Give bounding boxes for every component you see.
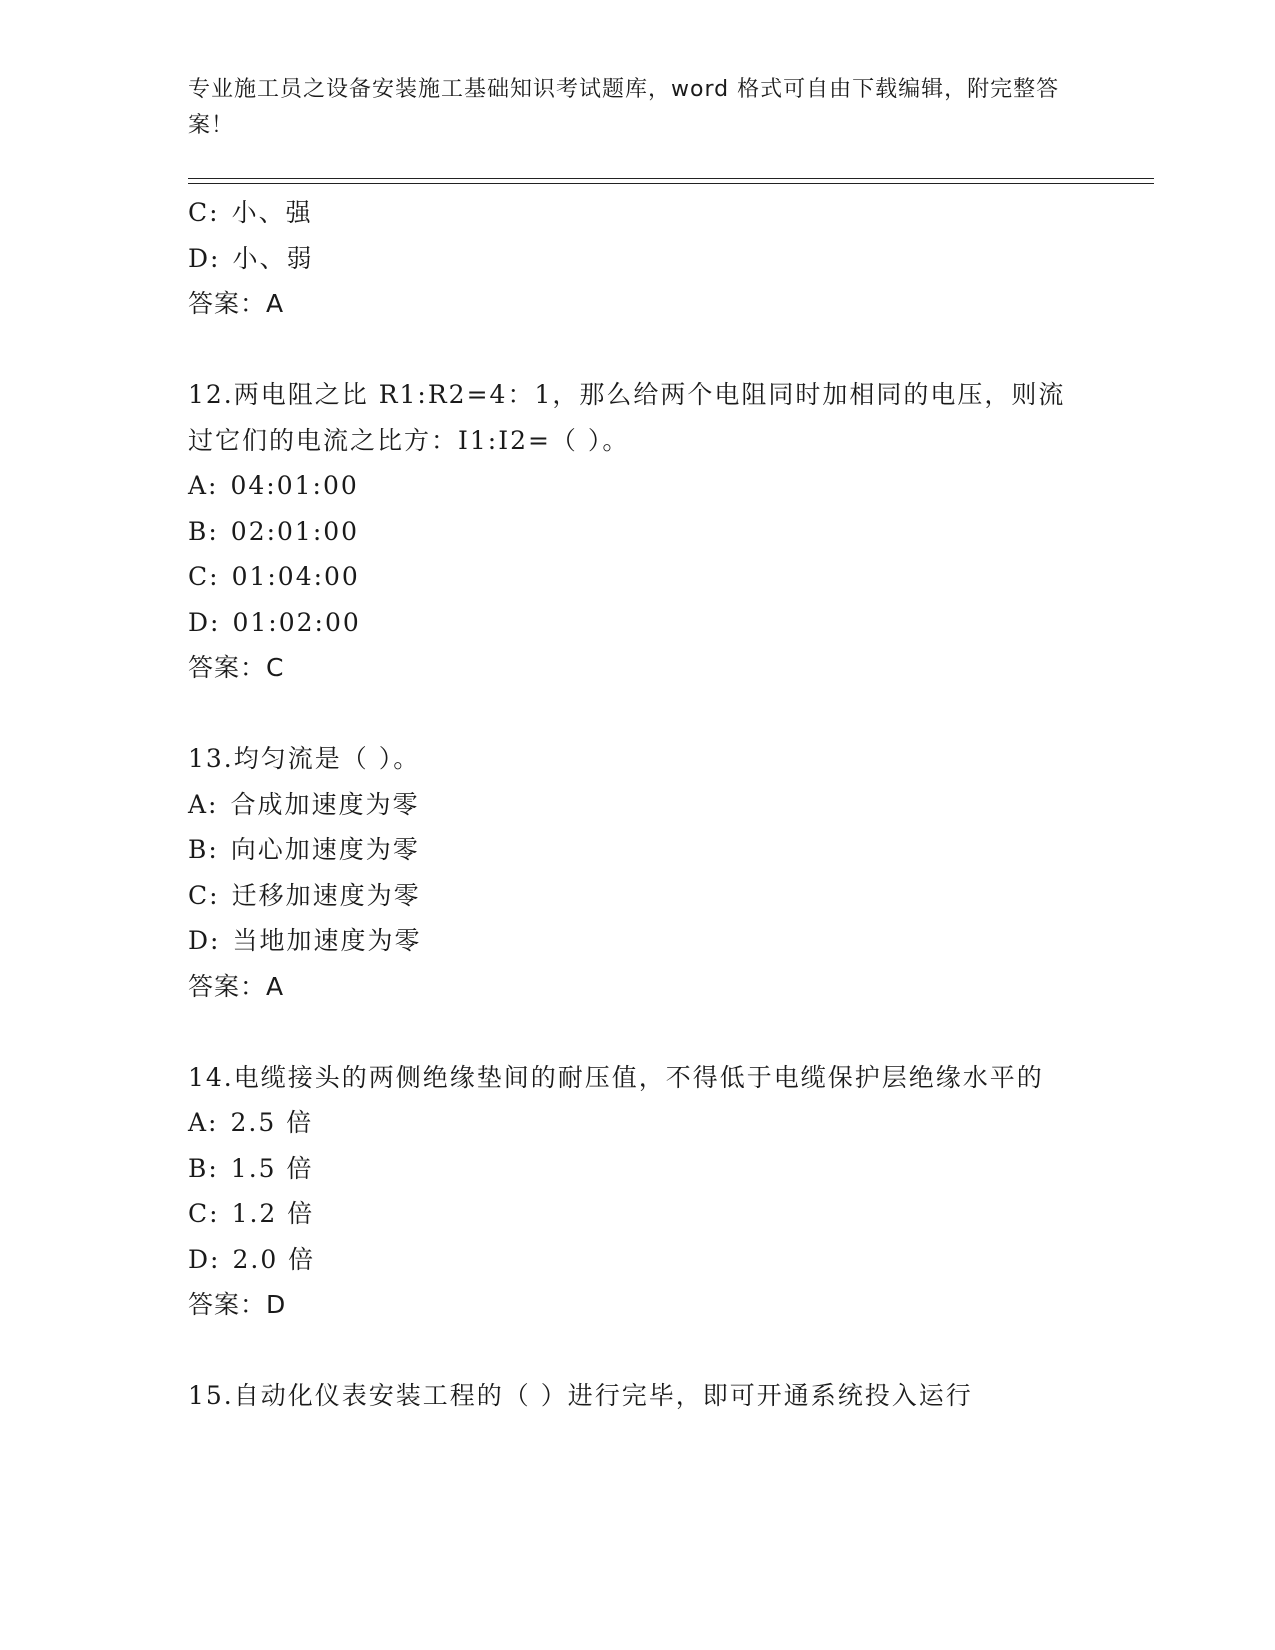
question-text: 14.电缆接头的两侧绝缘垫间的耐压值，不得低于电缆保护层绝缘水平的 xyxy=(188,1062,1044,1092)
question-11-tail xyxy=(188,190,1088,327)
option-b: B: 向心加速度为零 xyxy=(188,835,420,864)
question-text: 12.两电阻之比 R1:R2=4：1，那么给两个电阻同时加相同的电压，则流过它们的电流之比方：I1:I2=（ ）。 xyxy=(188,380,1066,455)
option-c: C: 1.2 倍 xyxy=(188,1199,315,1228)
option-d: D: 01:02:00 xyxy=(188,607,361,637)
answer-line: 答案：A xyxy=(188,971,285,1001)
answer-line: 答案：A xyxy=(188,289,285,318)
answer-line: 答案：D xyxy=(188,1290,287,1319)
question-12 xyxy=(188,372,1088,691)
document-header: 专业施工员之设备安装施工基础知识考试题库，word 格式可自由下载编辑，附完整答案！ xyxy=(188,77,1060,138)
option-a: A: 04:01:00 xyxy=(188,471,359,500)
answer-line: 答案：C xyxy=(188,653,285,682)
question-list xyxy=(188,190,1088,1419)
option-d: D: 小、弱 xyxy=(188,243,314,273)
option-b: B: 02:01:00 xyxy=(188,516,360,546)
option-c: C: 01:04:00 xyxy=(188,562,360,591)
option-d: D: 当地加速度为零 xyxy=(188,926,422,955)
question-13 xyxy=(188,736,1088,1009)
option-b: B: 1.5 倍 xyxy=(188,1153,314,1183)
option-d: D: 2.0 倍 xyxy=(188,1244,316,1274)
question-text: 15.自动化仪表安装工程的（ ）进行完毕，即可开通系统投入运行 xyxy=(188,1381,973,1410)
question-text: 13.均匀流是（ ）。 xyxy=(188,744,421,773)
option-c: C: 小、强 xyxy=(188,198,313,227)
header-rule-top xyxy=(188,178,1154,179)
question-15 xyxy=(188,1373,1088,1419)
option-a: A: 2.5 倍 xyxy=(188,1108,314,1137)
option-a: A: 合成加速度为零 xyxy=(188,789,420,819)
option-c: C: 迁移加速度为零 xyxy=(188,880,421,910)
question-14 xyxy=(188,1055,1088,1328)
header-rule-bottom xyxy=(188,183,1154,184)
